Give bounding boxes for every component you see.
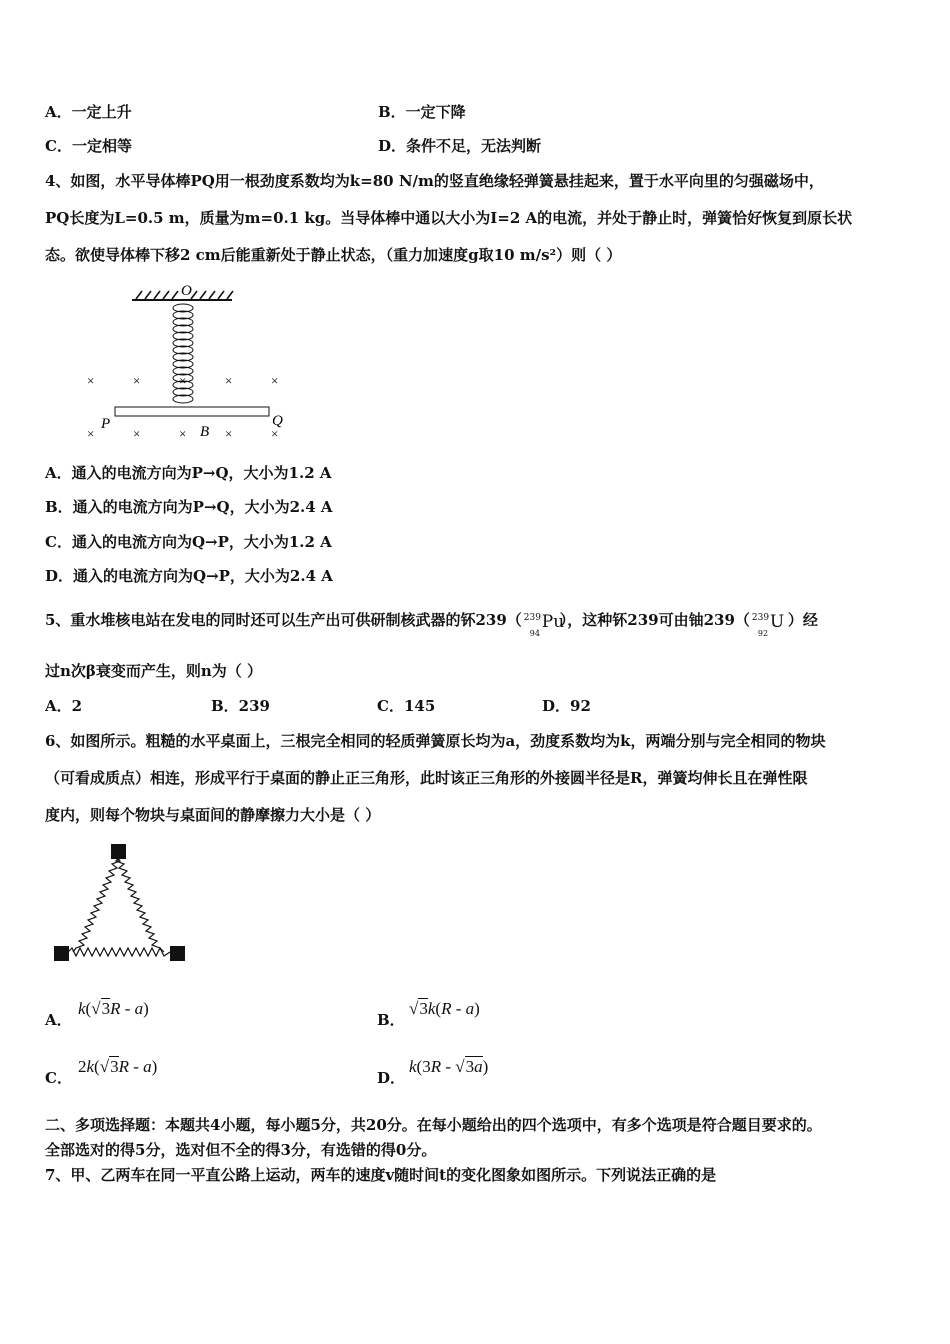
u-239-nuclide: 239 92 U (751, 612, 785, 638)
q7-stem-line1: 7、甲、乙两车在同一平直公路上运动，两车的速度v随时间t的变化图象如图所示。下列说法正确的是 (45, 1166, 717, 1184)
svg-text:×: × (87, 426, 95, 441)
label-b: B (200, 424, 210, 440)
q5-stem-line1: 5、重水堆核电站在发电的同时还可以生产出可供研制核武器的钚239（ 239 94 Pu ），这种钚239可由铀239（ 239 92 U ）经 (45, 605, 818, 635)
section2-heading-line1: 二、多项选择题：本题共4小题，每小题5分，共20分。在每小题给出的四个选项中，有多个选项是符合题目要求的。 (45, 1116, 822, 1134)
q6-option-b-label: B． (377, 1011, 405, 1029)
svg-text:×: × (133, 426, 141, 441)
q6-formula-d: k(3R - √3a) (409, 1057, 489, 1076)
q6-formula-b: √3k(R - a) (409, 999, 480, 1018)
q6-spring-triangle-figure (50, 840, 190, 965)
block-right (170, 946, 185, 961)
q3-option-c: C．一定相等 (45, 137, 132, 155)
q6-stem-line1: 6、如图所示。粗糙的水平桌面上，三根完全相同的轻质弹簧原长均为a，劲度系数均为k，两端分别与完全相同的物块 (45, 732, 826, 750)
svg-text:×: × (179, 426, 187, 441)
conductor-rod (115, 407, 269, 416)
q4-stem-line1: 4、如图，水平导体棒PQ用一根劲度系数均为k=80 N/m的竖直绝缘轻弹簧悬挂起来，置于水平向里的匀强磁场中， (45, 172, 824, 190)
spring (173, 304, 193, 403)
block-top (111, 844, 126, 859)
q4-spring-rod-figure (80, 278, 300, 448)
svg-text:×: × (133, 373, 141, 388)
q5-option-a: A．2 (45, 697, 83, 715)
q6-option-d-label: D． (377, 1069, 406, 1087)
q4-option-d: D．通入的电流方向为Q→P，大小为2.4 A (45, 567, 333, 585)
q3-option-d: D．条件不足，无法判断 (378, 137, 542, 155)
svg-text:×: × (271, 373, 279, 388)
block-left (54, 946, 69, 961)
q5-option-b: B．239 (211, 697, 270, 715)
svg-text:×: × (87, 373, 95, 388)
label-q: Q (272, 413, 283, 429)
pu-239-nuclide: 239 94 Pu (523, 612, 565, 638)
label-o: O (181, 283, 192, 299)
svg-text:×: × (225, 373, 233, 388)
q6-stem-line2: （可看成质点）相连，形成平行于桌面的静止正三角形，此时该正三角形的外接圆半径是R，弹簧均伸长且在弹性限 (45, 769, 808, 787)
section2-heading-line2: 全部选对的得5分，选对但不全的得3分，有选错的得0分。 (45, 1141, 437, 1159)
q6-stem-line3: 度内，则每个物块与桌面间的静摩擦力大小是（ ） (45, 806, 381, 824)
q4-option-a: A．通入的电流方向为P→Q，大小为1.2 A (45, 464, 332, 482)
svg-text:×: × (179, 373, 187, 388)
q4-option-c: C．通入的电流方向为Q→P，大小为1.2 A (45, 533, 332, 551)
q3-option-b: B．一定下降 (378, 103, 466, 121)
q4-stem-line2: PQ长度为L=0.5 m，质量为m=0.1 kg。当导体棒中通以大小为I=2 A的电流，并处于静止时，弹簧恰好恢复到原长状 (45, 209, 853, 227)
q5-option-c: C．145 (377, 697, 436, 715)
q4-option-b: B．通入的电流方向为P→Q，大小为2.4 A (45, 498, 333, 516)
q6-option-a-label: A． (45, 1011, 72, 1029)
label-p: P (101, 416, 111, 432)
q3-option-a: A．一定上升 (45, 103, 132, 121)
springs (68, 853, 170, 956)
q5-stem-line2: 过n次β衰变而产生，则n为（ ） (45, 662, 262, 680)
svg-text:×: × (271, 426, 279, 441)
q6-formula-a: k(√3R - a) (78, 999, 149, 1018)
q5-option-d: D．92 (542, 697, 591, 715)
q6-option-c-label: C． (45, 1069, 72, 1087)
q6-formula-c: 2k(√3R - a) (78, 1057, 158, 1076)
svg-text:×: × (225, 426, 233, 441)
q4-stem-line3: 态。欲使导体棒下移2 cm后能重新处于静止状态，（重力加速度g取10 m/s²）则（ ） (45, 246, 622, 264)
